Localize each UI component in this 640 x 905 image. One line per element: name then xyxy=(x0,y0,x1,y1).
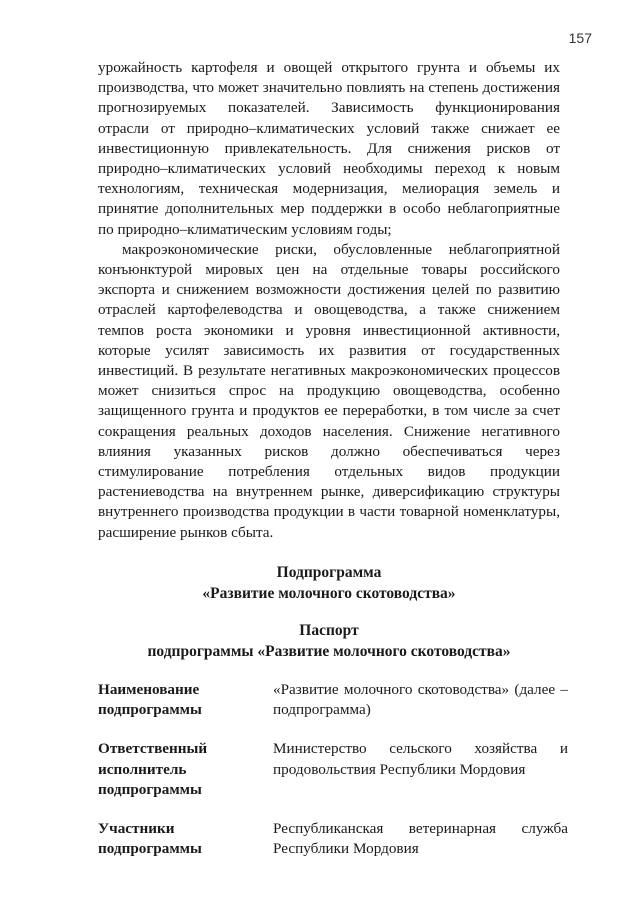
passport-heading xyxy=(98,621,560,662)
passport-row-key: Ответственный исполнитель подпрограммы xyxy=(98,740,208,798)
passport-row xyxy=(98,680,568,720)
paragraph: макроэкономические риски, обусловленные неблагоприятной конъюнктурой мировых цен на отдельные товары российского экспорта и снижением возможности достижения целей по развитию отраслей картофелеводства и овощеводства, а также снижением темпов роста экономики и уровня инвестиционной активности, которые усилят зависимость их развития от государственных инвестиций. В результате негативных макроэкономических процессов может снизиться спрос на продукцию овощеводства, особенно защищенного грунта и продуктов ее переработки, в том числе за счет сокращения реальных доходов населения. Снижение негативного влияния указанных рисков должно обеспечиваться через стимулирование потребления отдельных видов продукции растениеводства на внутреннем рынке, диверсификацию структуры внутреннего производства продукции в части товарной номенклатуры, расширение рынков сбыта. xyxy=(98,240,560,541)
passport-row-value: «Развитие молочного скотоводства» (далее – подпрограмма) xyxy=(273,681,568,719)
subprogram-heading xyxy=(98,563,560,604)
body-text xyxy=(98,58,560,543)
page-number: 157 xyxy=(568,30,592,46)
passport-row-value: Республиканская ветеринарная служба Республики Мордовия xyxy=(273,820,568,858)
passport-row xyxy=(98,739,568,800)
passport-table xyxy=(98,680,568,878)
passport-row-value: Министерство сельского хозяйства и продовольствия Республики Мордовия xyxy=(273,740,568,778)
subprogram-heading-line2: «Развитие молочного скотоводства» xyxy=(202,584,456,602)
passport-row-key: Наименование подпрограммы xyxy=(98,681,202,719)
passport-row xyxy=(98,819,568,859)
passport-heading-line1: Паспорт xyxy=(299,622,359,639)
passport-heading-line2: подпрограммы «Развитие молочного скотоводства» xyxy=(147,642,511,660)
paragraph: урожайность картофеля и овощей открытого грунта и объемы их производства, что может значительно повлиять на степень достижения прогнозируемых показателей. Зависимость функционирования отрасли от природно–климатических условий также снижает ее инвестиционную привлекательность. Для снижения рисков от природно–климатических условий необходимы переход к новым технологиям, техническая модернизация, мелиорация земель и принятие дополнительных мер поддержки в особо неблагоприятные по природно–климатическим условиям годы; xyxy=(98,59,560,238)
subprogram-heading-line1: Подпрограмма xyxy=(276,564,382,581)
passport-row-key: Участники подпрограммы xyxy=(98,820,202,858)
